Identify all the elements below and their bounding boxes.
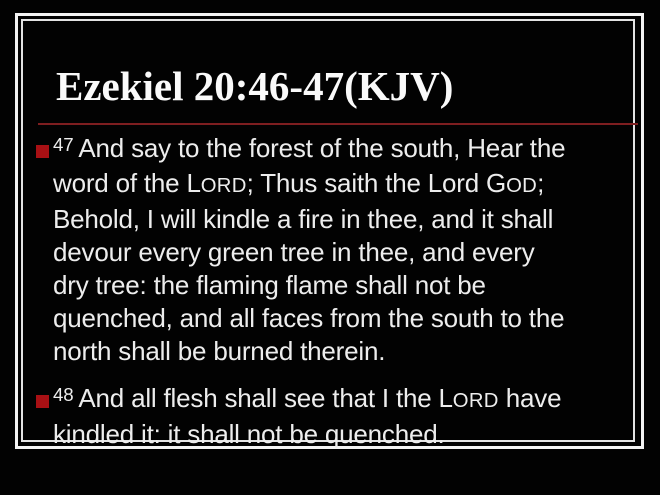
divine-name-smallcaps: GOD xyxy=(486,168,538,198)
verse-line: dry tree: the flaming flame shall not be xyxy=(53,270,486,300)
verse-number-superscript: 48 xyxy=(53,383,74,405)
divine-name-smallcaps: LORD xyxy=(438,383,499,413)
verse-line: Behold, I will kindle a fire in thee, and it shall xyxy=(53,204,554,234)
verse-list xyxy=(36,132,640,451)
verse-line: devour every green tree in thee, and every xyxy=(53,237,535,267)
title-separator-line xyxy=(38,123,638,125)
slide-title: Ezekiel 20:46-47(KJV) xyxy=(56,63,454,109)
verse-number-superscript: 47 xyxy=(53,133,74,155)
verse-line: kindled it: it shall not be quenched. xyxy=(53,419,445,449)
bullet-item xyxy=(36,132,640,368)
verse-line: word of the LORD; Thus saith the Lord GOD; xyxy=(53,168,545,198)
bullet-item xyxy=(36,382,640,451)
verse-line: $^{48}$ And all flesh shall see that I the LORD have xyxy=(53,383,562,413)
verse-line: quenched, and all faces from the south to the xyxy=(53,303,565,333)
verse-line: $^{47}$ And say to the forest of the south, Hear the xyxy=(53,133,566,163)
red-square-bullet-icon xyxy=(36,395,49,408)
red-square-bullet-icon xyxy=(36,145,49,158)
divine-name-smallcaps: LORD xyxy=(186,168,247,198)
verse-line: north shall be burned therein. xyxy=(53,336,386,366)
